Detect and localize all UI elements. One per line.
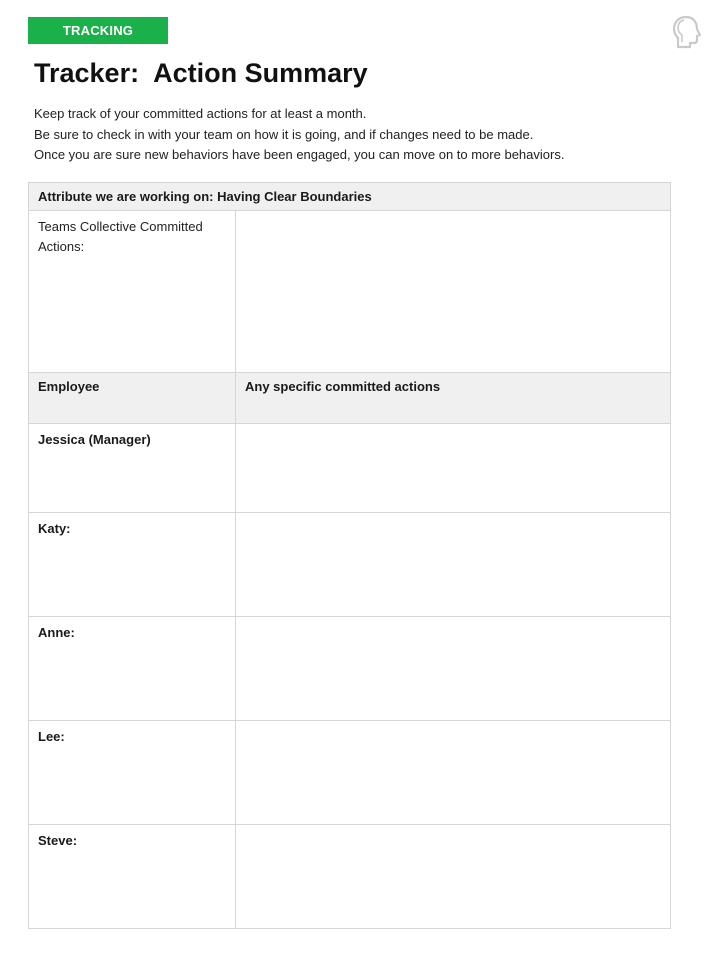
intro-line: Be sure to check in with your team on how it is going, and if changes need to be made. xyxy=(34,126,534,142)
actions-field[interactable] xyxy=(236,721,671,825)
employee-name: Katy: xyxy=(29,513,236,617)
employee-name: Anne: xyxy=(29,617,236,721)
intro-line: Once you are sure new behaviors have been engaged, you can move on to more behaviors. xyxy=(34,147,565,162)
table-row xyxy=(29,513,671,617)
collective-actions-field[interactable] xyxy=(236,211,671,373)
head-silhouette-icon xyxy=(670,14,704,50)
actions-field[interactable] xyxy=(236,513,671,617)
collective-actions-label: Teams Collective Committed Actions: xyxy=(29,211,236,373)
actions-field[interactable] xyxy=(236,617,671,721)
employee-name: Steve: xyxy=(29,825,236,929)
page-title: Tracker: Action Summary xyxy=(34,58,368,88)
employee-name: Jessica (Manager) xyxy=(29,424,236,513)
column-header-actions: Any specific committed actions xyxy=(236,373,671,424)
intro-text xyxy=(34,104,694,166)
table-row xyxy=(29,617,671,721)
actions-field[interactable] xyxy=(236,424,671,513)
attribute-label: Attribute we are working on: Having Clear Boundaries xyxy=(29,183,671,211)
actions-field[interactable] xyxy=(236,825,671,929)
employee-name: Lee: xyxy=(29,721,236,825)
table-row xyxy=(29,721,671,825)
intro-line: Keep track of your committed actions for at least a month. xyxy=(34,106,367,121)
table-row xyxy=(29,424,671,513)
table-header-row xyxy=(29,373,671,424)
column-header-employee: Employee xyxy=(29,373,236,424)
collective-actions-row xyxy=(29,211,671,373)
table-row xyxy=(29,825,671,929)
attribute-row xyxy=(29,183,671,211)
section-tag: TRACKING xyxy=(28,17,168,44)
tracker-table xyxy=(28,182,671,929)
